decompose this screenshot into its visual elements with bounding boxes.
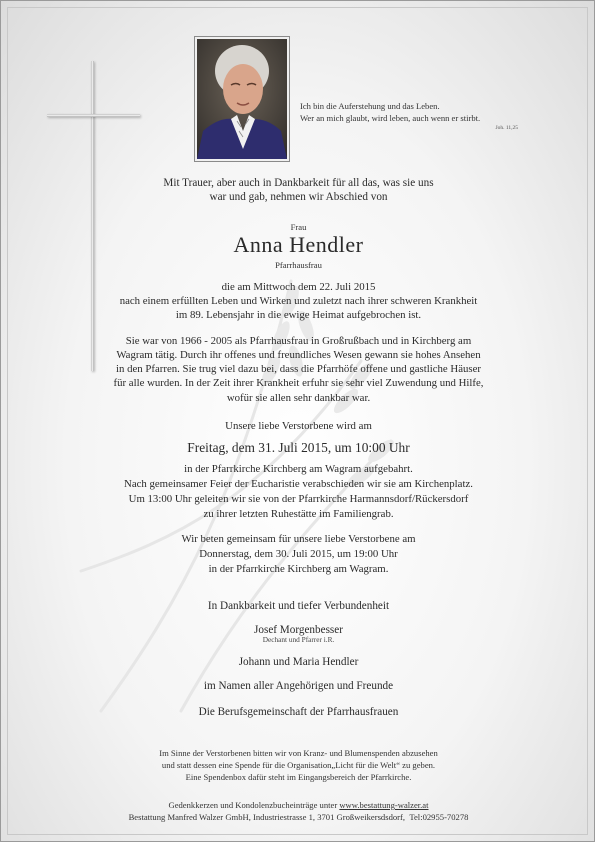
viewing-line: in der Pfarrkirche Kirchberg am Wagram aufgebahrt. [184,463,413,475]
viewing-line: Um 13:00 Uhr geleiten wir sie von der Pfarrkirche Harmannsdorf/Rückersdorf [128,493,469,505]
funeral-home-website-link[interactable]: www.bestattung-walzer.at [339,800,429,810]
mourners-opening: In Dankbarkeit und tiefer Verbundenheit [207,600,390,612]
mourners-family: im Namen aller Angehörigen und Freunde [203,680,394,692]
donation-line: Im Sinne der Verstorbenen bitten wir von Kranz- und Blumenspenden abzusehen [159,748,438,758]
donation-line: Eine Spendenbox dafür steht im Eingangsbereich der Pfarrkirche. [185,772,412,782]
viewing-date: Freitag, dem 31. Juli 2015, um 10:00 Uhr [187,440,410,455]
mourner-title: Dechant und Pfarrer i.R. [262,635,335,644]
funeral-home-address: Bestattung Manfred Walzer GmbH, Industriestrasse 1, 3701 Großweikersdsdorf, [128,812,406,822]
biography-line: wofür sie allen sehr dankbar war. [226,392,371,404]
biography-line: Wagram tätig. Durch ihr offenes und freundliches Wesen gewann sie hohes Ansehen [116,349,481,361]
intro-line: Mit Trauer, aber auch in Dankbarkeit für all das, was sie uns [163,177,434,189]
biography-line: für alle wurden. In der Zeit ihrer Krankheit erfuhr sie sehr viel Zuwendung und Hilfe, [113,377,484,389]
portrait-photo [195,37,289,161]
condolence-note [1,799,595,811]
cross-icon-bar [47,114,140,117]
biography-line: in den Pfarren. Sie trug viel dazu bei, dass die Pfarrhöfe offene und gastliche Häuser [116,363,481,375]
biography-line: Sie war von 1966 - 2005 als Pfarrhausfrau in Großrußbach und in Kirchberg am [125,335,472,347]
viewing-intro: Unsere liebe Verstorbene wird am [225,420,372,432]
prayer-line: in der Pfarrkirche Kirchberg am Wagram. [208,563,389,575]
death-notice-line: im 89. Lebensjahr in die ewige Heimat aufgebrochen ist. [175,309,422,321]
verse-reference: Joh. 11,25 [495,125,518,131]
mourner-name: Johann und Maria Hendler [238,656,359,668]
mourners-community: Die Berufsgemeinschaft der Pfarrhausfrauen [198,706,399,718]
salutation: Frau [290,222,307,232]
death-notice-line: nach einem erfüllten Leben und Wirken und zuletzt nach ihrer schweren Krankheit [119,295,478,307]
funeral-home-info [1,811,595,823]
deceased-name: Anna Hendler [233,232,364,257]
bible-verse [300,100,530,132]
mourner-name: Josef Morgenbesser [254,624,343,636]
deceased-title: Pfarrhausfrau [275,260,322,270]
viewing-line: Nach gemeinsamer Feier der Eucharistie verabschieden wir sie am Kirchenplatz. [124,478,473,490]
intro-line: war und gab, nehmen wir Abschied von [209,191,388,203]
cross-icon [91,61,94,371]
verse-line: Ich bin die Auferstehung und das Leben. [300,101,440,111]
verse-line: Wer an mich glaubt, wird leben, auch wenn er stirbt. [300,113,481,123]
prayer-line: Wir beten gemeinsam für unsere liebe Verstorbene am [181,533,416,545]
prayer-line: Donnerstag, dem 30. Juli 2015, um 19:00 Uhr [199,548,398,560]
condolence-text: Gedenkkerzen und Kondolenzbucheinträge unter [168,800,338,810]
donation-line: und statt dessen eine Spende für die Organisation„Licht für die Welt“ zu geben. [161,760,436,770]
death-notice-line: die am Mittwoch dem 22. Juli 2015 [221,281,376,293]
funeral-home-phone: Tel:02955-70278 [409,812,469,822]
viewing-line: zu ihrer letzten Ruhestätte im Familiengrab. [203,508,394,520]
